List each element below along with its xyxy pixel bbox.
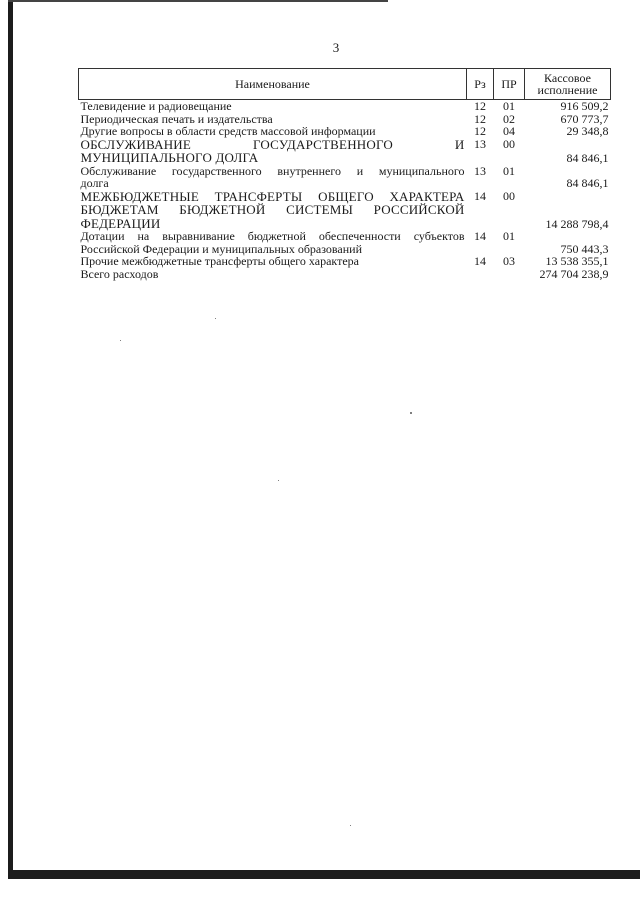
row-amount: 274 704 238,9 bbox=[539, 266, 609, 281]
row-pr: 02 bbox=[503, 111, 515, 126]
row-name-line: долга bbox=[80, 176, 109, 190]
row-rz: 14 bbox=[474, 254, 486, 268]
row-rz: 12 bbox=[474, 99, 486, 113]
table-row bbox=[79, 190, 611, 231]
row-amount: 84 846,1 bbox=[566, 176, 609, 190]
table-row bbox=[79, 255, 611, 268]
row-rz: 12 bbox=[474, 111, 486, 126]
row-name-line: ОБСЛУЖИВАНИЕ ГОСУДАРСТВЕННОГО И bbox=[80, 136, 465, 152]
row-name-line: Российской Федерации и муниципальных образований bbox=[80, 241, 363, 256]
table-row bbox=[79, 100, 611, 113]
row-amount: 13 538 355,1 bbox=[545, 254, 609, 268]
scan-speck bbox=[350, 825, 351, 826]
row-rz: 12 bbox=[474, 124, 486, 138]
table-header-row bbox=[79, 69, 611, 100]
row-name-line: МУНИЦИПАЛЬНОГО ДОЛГА bbox=[80, 150, 259, 165]
column-header-rz: Рз bbox=[467, 69, 494, 100]
row-name bbox=[79, 230, 467, 255]
row-name bbox=[79, 190, 467, 231]
table-row bbox=[79, 165, 611, 190]
scan-speck bbox=[410, 412, 412, 414]
row-pr: 04 bbox=[503, 124, 515, 138]
row-name-line: Дотации на выравнивание бюджетной обеспеченности субъектов bbox=[80, 229, 465, 243]
row-rz: 14 bbox=[474, 188, 486, 203]
row-rz: 13 bbox=[474, 136, 486, 151]
column-header-amount: Кассовое исполнение bbox=[525, 69, 611, 100]
row-pr: 01 bbox=[503, 99, 515, 113]
column-header-name: Наименование bbox=[79, 69, 467, 100]
row-name bbox=[79, 165, 467, 190]
row-pr bbox=[494, 268, 525, 281]
row-name: Телевидение и радиовещание bbox=[80, 99, 232, 113]
row-amount: 916 509,2 bbox=[560, 99, 609, 113]
page-number: 3 bbox=[332, 40, 340, 55]
scan-edge-left bbox=[8, 0, 13, 878]
scan-speck bbox=[215, 318, 216, 319]
row-pr: 03 bbox=[503, 254, 515, 268]
row-rz bbox=[467, 268, 494, 281]
budget-table bbox=[78, 68, 611, 280]
scan-speck bbox=[278, 480, 279, 481]
row-name-line: БЮДЖЕТАМ БЮДЖЕТНОЙ СИСТЕМЫ РОССИЙСКОЙ bbox=[80, 202, 465, 217]
row-amount: 29 348,8 bbox=[566, 124, 609, 138]
row-name: Другие вопросы в области средств массовой информации bbox=[80, 124, 376, 138]
row-name-line: ФЕДЕРАЦИИ bbox=[80, 215, 161, 231]
row-rz: 14 bbox=[474, 229, 486, 243]
row-pr: 01 bbox=[503, 229, 515, 243]
row-pr: 01 bbox=[503, 163, 515, 178]
row-name-line: МЕЖБЮДЖЕТНЫЕ ТРАНСФЕРТЫ ОБЩЕГО ХАРАКТЕРА bbox=[80, 188, 465, 204]
row-pr: 00 bbox=[503, 136, 515, 151]
row-name-line: Обслуживание государственного внутреннего и муниципального bbox=[80, 163, 465, 178]
row-name bbox=[79, 138, 467, 165]
row-name: Всего расходов bbox=[80, 266, 159, 281]
table-row bbox=[79, 125, 611, 138]
table-row bbox=[79, 230, 611, 255]
table-row bbox=[79, 138, 611, 165]
row-rz: 13 bbox=[474, 163, 486, 178]
table-row-total bbox=[79, 268, 611, 281]
scan-edge-top bbox=[8, 0, 388, 2]
scan-edge-bottom bbox=[8, 870, 640, 879]
row-amount: 84 846,1 bbox=[566, 151, 609, 165]
row-pr: 00 bbox=[503, 188, 515, 203]
row-name: Прочие межбюджетные трансферты общего характера bbox=[80, 254, 359, 268]
row-amount: 670 773,7 bbox=[560, 111, 609, 126]
row-amount: 14 288 798,4 bbox=[545, 216, 609, 231]
row-amount: 750 443,3 bbox=[560, 241, 609, 256]
row-name: Периодическая печать и издательства bbox=[80, 111, 273, 126]
column-header-pr: ПР bbox=[494, 69, 525, 100]
scan-speck bbox=[120, 340, 121, 341]
